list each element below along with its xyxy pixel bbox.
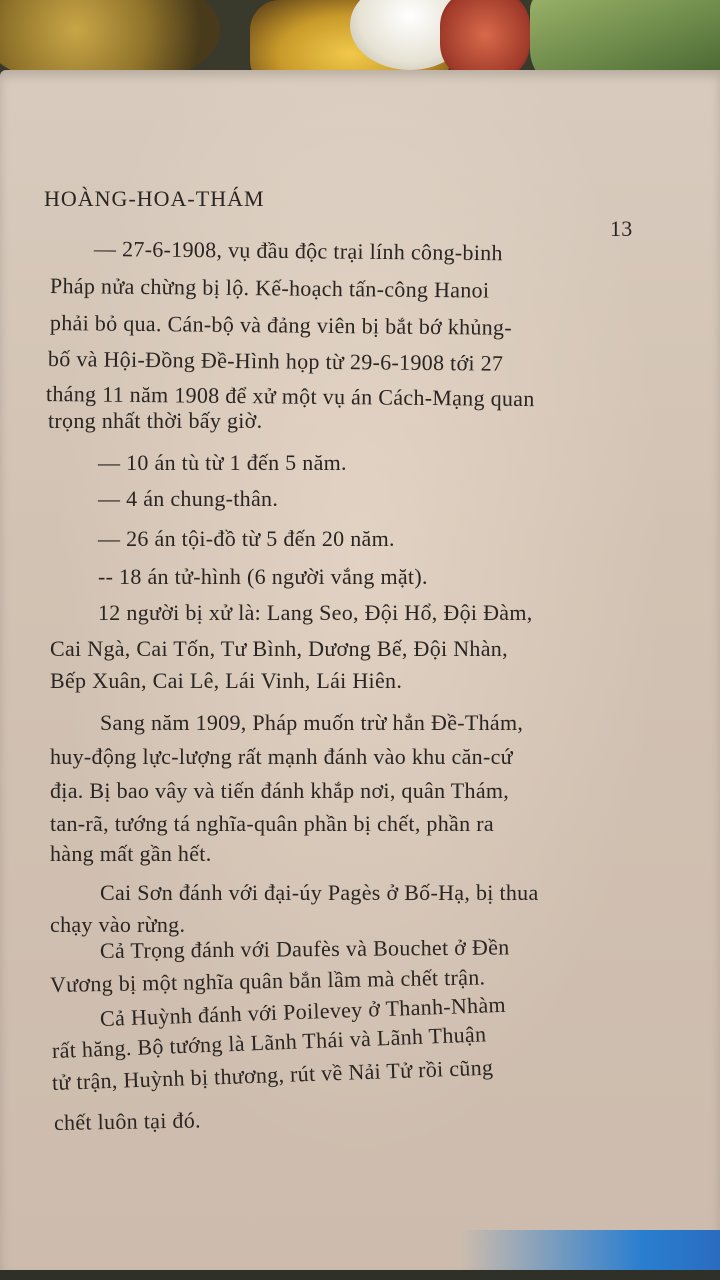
text-line: tháng 11 năm 1908 để xử một vụ án Cách-Mạng quan xyxy=(45,381,535,412)
text-line: tử trận, Huỳnh bị thương, rút về Nải Tử rồi cũng xyxy=(51,1054,494,1095)
running-header: HOÀNG-HOA-THÁM xyxy=(44,186,265,211)
page-number: 13 xyxy=(610,216,633,241)
text-line: rất hăng. Bộ tướng là Lãnh Thái và Lãnh Thuận xyxy=(51,1021,487,1063)
text-line: chạy vào rừng. xyxy=(50,912,186,937)
text-line: huy-động lực-lượng rất mạnh đánh vào khu căn-cứ xyxy=(50,744,513,769)
red-ornament xyxy=(440,0,530,80)
sentence-line: -- 18 án tử-hình (6 người vắng mặt). xyxy=(98,564,428,589)
sentence-line: — 4 án chung-thân. xyxy=(98,486,279,511)
text-line: 12 người bị xử là: Lang Seo, Đội Hổ, Đội Đàm, xyxy=(98,600,533,625)
text-line: chết luôn tại đó. xyxy=(53,1107,202,1135)
text-line: Vương bị một nghĩa quân bắn lầm mà chết trận. xyxy=(49,964,486,997)
text-line: — 27-6-1908, vụ đầu độc trại lính công-binh xyxy=(93,236,503,266)
text-line: trọng nhất thời bấy giờ. xyxy=(48,408,263,433)
text-line: phải bỏ qua. Cán-bộ và đảng viên bị bắt bớ khủng- xyxy=(49,310,513,340)
sentence-line: — 26 án tội-đồ từ 5 đến 20 năm. xyxy=(98,526,395,551)
text-line: Cả Trọng đánh với Daufès và Bouchet ở Đền xyxy=(99,934,510,963)
text-line: địa. Bị bao vây và tiến đánh khắp nơi, quân Thám, xyxy=(50,778,510,803)
text-line: Cai Sơn đánh với đại-úy Pagès ở Bố-Hạ, bị thua xyxy=(100,880,539,905)
text-line: bố và Hội-Đồng Đề-Hình họp từ 29-6-1908 tới 27 xyxy=(47,346,504,376)
text-line: tan-rã, tướng tá nghĩa-quân phần bị chết, phần ra xyxy=(50,811,494,836)
text-line: Cai Ngà, Cai Tốn, Tư Bình, Dương Bế, Đội Nhàn, xyxy=(50,636,508,661)
text-line: hàng mất gần hết. xyxy=(50,841,212,866)
blue-surface xyxy=(460,1230,720,1270)
sentence-line: — 10 án tù từ 1 đến 5 năm. xyxy=(98,450,347,475)
text-line: Cả Huỳnh đánh với Poilevey ở Thanh-Nhàm xyxy=(99,991,507,1031)
book-page xyxy=(0,70,720,1270)
text-line: Pháp nửa chừng bị lộ. Kế-hoạch tấn-công Hanoi xyxy=(49,273,490,303)
text-line: Bếp Xuân, Cai Lê, Lái Vinh, Lái Hiên. xyxy=(50,668,403,693)
text-line: Sang năm 1909, Pháp muốn trừ hẳn Đề-Thám, xyxy=(100,710,524,735)
